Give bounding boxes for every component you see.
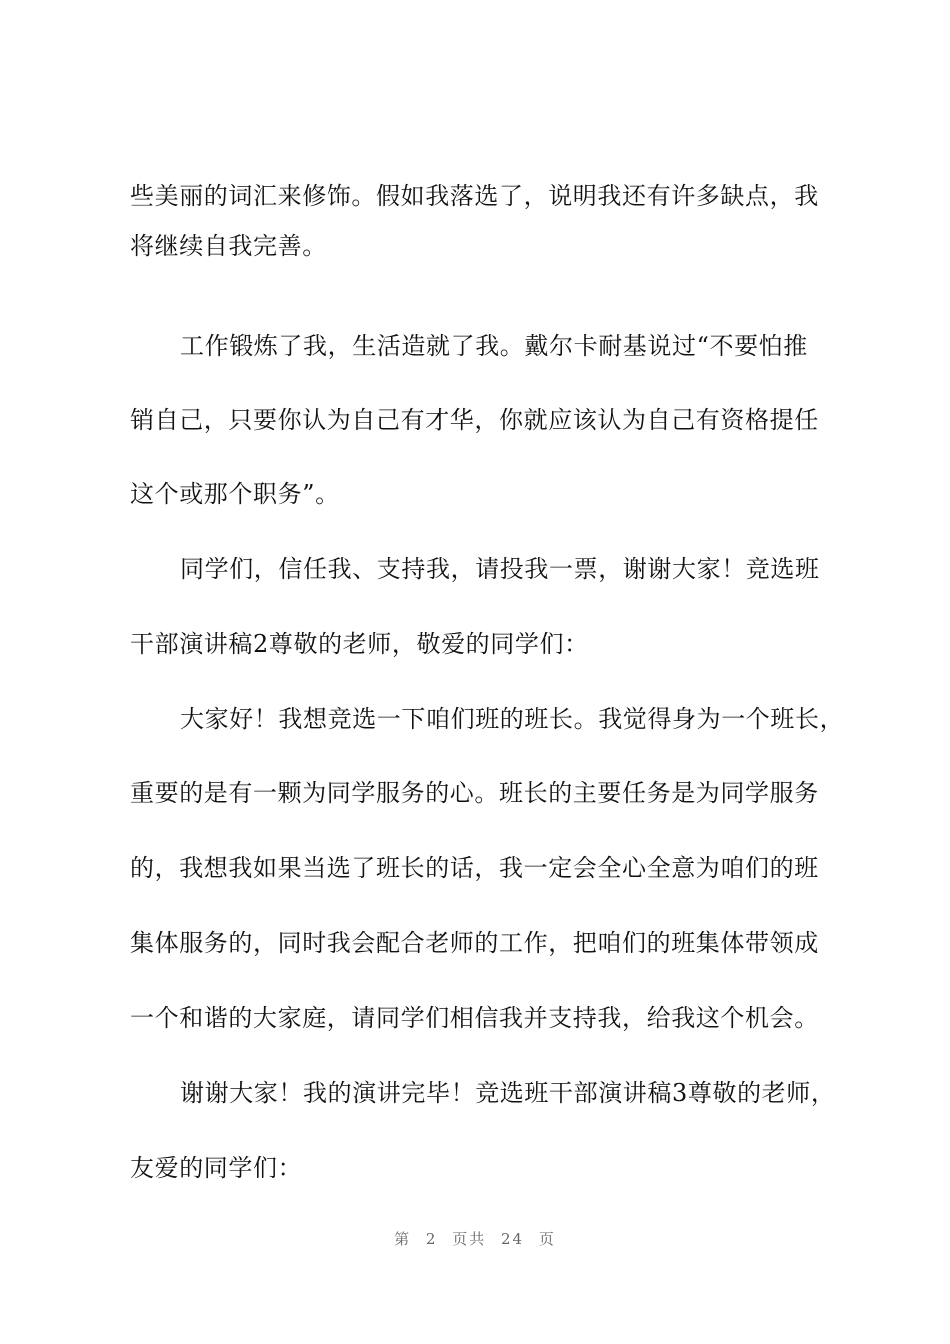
paragraph-line: 一个和谐的大家庭，请同学们相信我并支持我，给我这个机会。: [130, 1004, 819, 1032]
paragraph-line: 同学们，信任我、支持我，请投我一票，谢谢大家！竞选班: [180, 555, 820, 583]
paragraph-line: 谢谢大家！我的演讲完毕！竞选班干部演讲稿3尊敬的老师，: [180, 1079, 836, 1107]
paragraph-line: 的，我想我如果当选了班长的话，我一定会全心全意为咱们的班: [130, 854, 819, 882]
paragraph-line: 重要的是有一颗为同学服务的心。班长的主要任务是为同学服务: [130, 779, 819, 807]
paragraph-line: 集体服务的，同时我会配合老师的工作，把咱们的班集体带领成: [130, 929, 819, 957]
paragraph-line: 些美丽的词汇来修饰。假如我落选了，说明我还有许多缺点，我: [130, 182, 819, 210]
paragraph-line: 将继续自我完善。: [130, 232, 327, 260]
paragraph-line: 工作锻炼了我，生活造就了我。戴尔卡耐基说过“不要怕推: [180, 332, 808, 360]
paragraph-line: 干部演讲稿2尊敬的老师，敬爱的同学们：: [130, 630, 589, 658]
paragraph-line: 大家好！我想竞选一下咱们班的班长。我觉得身为一个班长，: [180, 705, 845, 733]
paragraph-line: 友爱的同学们：: [130, 1154, 303, 1182]
page-number-footer: 第 2 页共 24 页: [394, 1230, 556, 1248]
paragraph-line: 销自己，只要你认为自己有才华，你就应该认为自己有资格提任: [130, 406, 819, 434]
paragraph-line: 这个或那个职务”。: [130, 480, 340, 508]
